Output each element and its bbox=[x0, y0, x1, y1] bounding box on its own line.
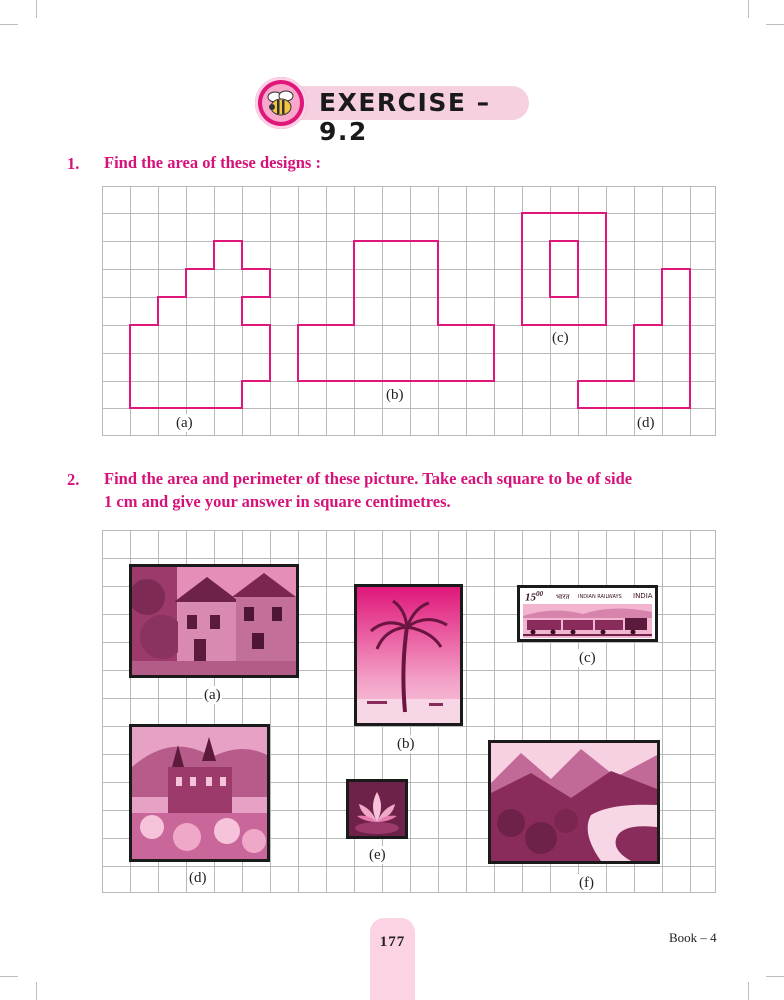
exercise-title: EXERCISE – 9.2 bbox=[319, 88, 491, 146]
picture-label-a: (a) bbox=[204, 687, 221, 703]
page-number: 177 bbox=[379, 934, 406, 950]
question-1-text: Find the area of these designs : bbox=[104, 153, 321, 172]
crop-mark bbox=[0, 976, 18, 977]
picture-d-castle bbox=[129, 724, 270, 862]
crop-mark bbox=[748, 982, 749, 1000]
header-badge bbox=[255, 77, 307, 129]
crop-mark bbox=[36, 982, 37, 1000]
stamp-country-hindi: भारत bbox=[556, 593, 570, 601]
design-b bbox=[298, 241, 494, 381]
question-2-text-line1: Find the area and perimeter of these picture. Take each square to be of side bbox=[104, 469, 633, 488]
stamp-caption: INDIAN RAILWAYS bbox=[578, 594, 622, 600]
crop-mark bbox=[748, 0, 749, 18]
crop-mark bbox=[766, 976, 784, 977]
picture-f-mountain-river bbox=[488, 740, 660, 864]
bee-icon bbox=[255, 77, 307, 129]
exercise-header bbox=[255, 77, 530, 146]
picture-e-lotus bbox=[346, 779, 408, 839]
design-label-b: (b) bbox=[386, 387, 404, 403]
crop-mark bbox=[36, 0, 37, 18]
design-grid bbox=[102, 186, 716, 436]
page-number-tab bbox=[370, 918, 415, 1000]
design-a bbox=[130, 241, 270, 408]
crop-mark bbox=[0, 24, 18, 25]
design-label-c: (c) bbox=[552, 330, 569, 346]
design-label-d: (d) bbox=[637, 415, 655, 431]
picture-label-e: (e) bbox=[369, 847, 386, 863]
picture-c-railway-stamp bbox=[517, 585, 658, 642]
picture-label-d: (d) bbox=[189, 870, 207, 886]
picture-a-village bbox=[129, 564, 299, 678]
picture-label-c: (c) bbox=[579, 650, 596, 666]
train-illustration bbox=[523, 604, 652, 638]
stamp-country: INDIA bbox=[633, 592, 653, 600]
grid-lines bbox=[102, 186, 716, 436]
book-label: Book – 4 bbox=[669, 930, 717, 945]
stamp-price: $15^{00}$ bbox=[525, 590, 543, 604]
design-label-a: (a) bbox=[176, 415, 193, 431]
picture-label-b: (b) bbox=[397, 736, 415, 752]
question-1-number: 1. bbox=[67, 154, 80, 173]
question-2-number: 2. bbox=[67, 470, 80, 489]
crop-mark bbox=[766, 24, 784, 25]
picture-b-palm-tree bbox=[354, 584, 463, 726]
picture-label-f: (f) bbox=[579, 875, 594, 891]
question-2-text-line2: 1 cm and give your answer in square centimetres. bbox=[104, 492, 451, 511]
